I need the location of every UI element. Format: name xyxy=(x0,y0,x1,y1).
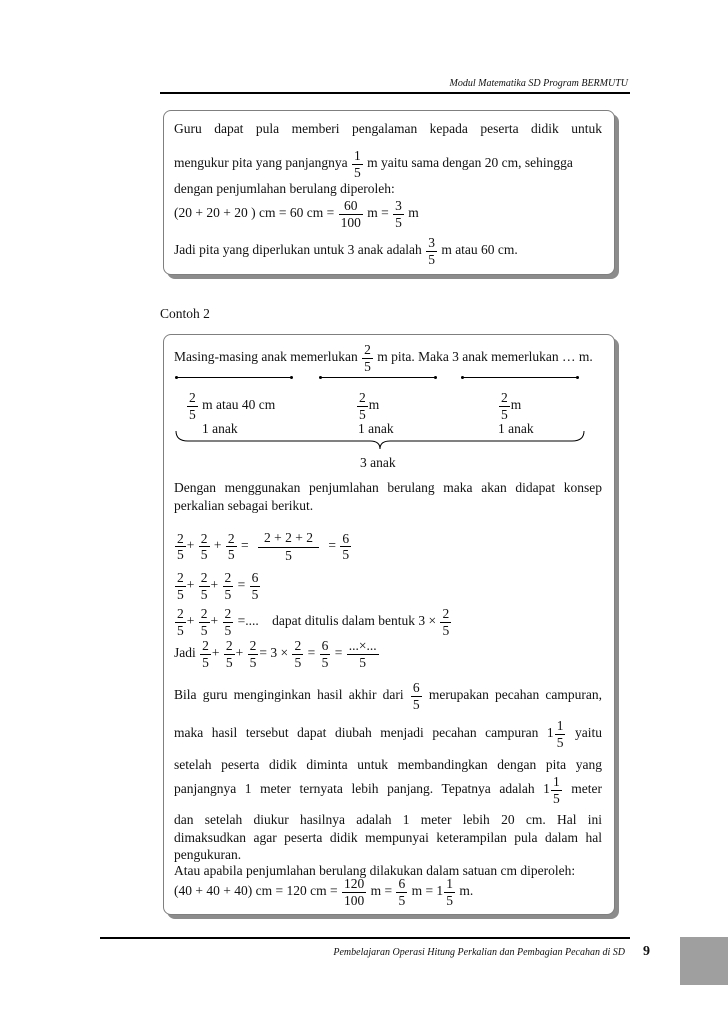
box1-line2: mengukur pita yang panjangnya $\frac{1}{5}$ m yaitu sama dengan 20 cm, sehingga xyxy=(174,148,573,180)
fraction-60-100: $\frac{60}{100}$ xyxy=(340,198,361,230)
equation-2: $\frac{2}{5}$ + $\frac{2}{5}$ + $\frac{2}{5}$ = $\frac{6}{5}$ xyxy=(177,570,259,602)
para1-line2: perkalian sebagai berikut. xyxy=(174,498,314,513)
page-tab-block xyxy=(680,937,728,985)
segment-2 xyxy=(320,377,436,378)
anak-label-2: 1 anak xyxy=(358,421,394,436)
pengukuran-line: pengukuran. xyxy=(174,847,242,862)
equation-3: $\frac{2}{5}$ + $\frac{2}{5}$ + $\frac{2}{5}$ =.... dapat ditulis dalam bentuk 3 × $\frac{2}{5}$ xyxy=(177,606,450,638)
box1-line4: (20 + 20 + 20 ) cm = 60 cm = $\frac{60}{100}$ m = $\frac{3}{5}$ m xyxy=(174,198,419,230)
box1-line5: Jadi pita yang diperlukan untuk 3 anak adalah $\frac{3}{5}$ m atau 60 cm. xyxy=(174,235,518,267)
intro-line: Masing-masing anak memerlukan $\frac{2}{5}$ m pita. Maka 3 anak memerlukan … m. xyxy=(174,342,593,374)
box1-line3: dengan penjumlahan berulang diperoleh: xyxy=(174,181,395,196)
segment-endpoint xyxy=(319,376,322,379)
fraction-3-5: $\frac{3}{5}$ xyxy=(428,235,435,267)
bila-line: Bila guru menginginkan hasil akhir dari $\frac{6}{5}$ merupakan pecahan campuran, xyxy=(174,680,603,712)
maka-line: maka hasil tersebut dapat diubah menjadi pecahan campuran 1 $\frac{1}{5}$ yaitu xyxy=(174,718,603,750)
running-footer: Pembelajaran Operasi Hitung Perkalian dan Pembagian Pecahan di SD xyxy=(333,947,625,958)
footer-rule xyxy=(100,937,630,939)
equation-1: $\frac{2}{5}$ + $\frac{2}{5}$ + $\frac{2}{5}$ = $\frac{2 + 2 + 2}{5}$ = $\frac{6}{5}$ xyxy=(177,530,350,563)
brace-icon xyxy=(174,429,586,451)
atau-line: Atau apabila penjumlahan berulang dilakukan dalam satuan cm diperoleh: xyxy=(174,863,576,878)
fraction-1-5: $\frac{1}{5}$ xyxy=(353,148,361,180)
fraction-3-5: $\frac{3}{5}$ xyxy=(395,198,402,230)
equation-4: Jadi $\frac{2}{5}$ + $\frac{2}{5}$ + $\frac{2}{5}$ = 3 × $\frac{2}{5}$ = $\frac{6}{5}$ = $\frac{...\times...}{5}$ xyxy=(174,638,377,670)
dimaksud-line: dimaksudkan agar peserta didik mempunyai keterampilan pula dalam hal xyxy=(174,830,602,845)
segment-3 xyxy=(462,377,578,378)
running-header: Modul Matematika SD Program BERMUTU xyxy=(449,78,628,89)
anak-label-1: 1 anak xyxy=(202,421,238,436)
segment-endpoint xyxy=(461,376,464,379)
setelah-line: setelah peserta didik diminta untuk membandingkan dengan pita yang xyxy=(174,757,602,772)
box1-line1: Guru dapat pula memberi pengalaman kepada peserta didik untuk xyxy=(174,121,602,136)
segment-2-label: $\frac{2}{5}$ m xyxy=(359,390,380,422)
segment-endpoint xyxy=(290,376,293,379)
panjang-line: panjangnya 1 meter ternyata lebih panjang. Tepatnya adalah 1 $\frac{1}{5}$ meter xyxy=(174,774,603,806)
anak-label-3: 1 anak xyxy=(498,421,534,436)
segment-endpoint xyxy=(434,376,437,379)
segment-endpoint xyxy=(175,376,178,379)
explanation-box xyxy=(163,110,615,275)
header-rule xyxy=(160,92,630,94)
dan-line: dan setelah diukur hasilnya adalah 1 meter lebih 20 cm. Hal ini xyxy=(174,812,602,827)
total-label: 3 anak xyxy=(360,455,396,470)
page-number: 9 xyxy=(643,944,650,959)
segment-1-label: $\frac{2}{5}$ m atau 40 cm xyxy=(189,390,276,422)
para1-line1: Dengan menggunakan penjumlahan berulang maka akan didapat konsep xyxy=(174,480,602,495)
segment-1 xyxy=(176,377,292,378)
segment-endpoint xyxy=(576,376,579,379)
last-equation: (40 + 40 + 40) cm = 120 cm = $\frac{120}{100}$ m = $\frac{6}{5}$ m = 1 $\frac{1}{5}$ m. xyxy=(174,876,474,908)
segment-3-label: $\frac{2}{5}$ m xyxy=(501,390,522,422)
example-box xyxy=(163,334,615,915)
section-label: Contoh 2 xyxy=(160,306,210,321)
